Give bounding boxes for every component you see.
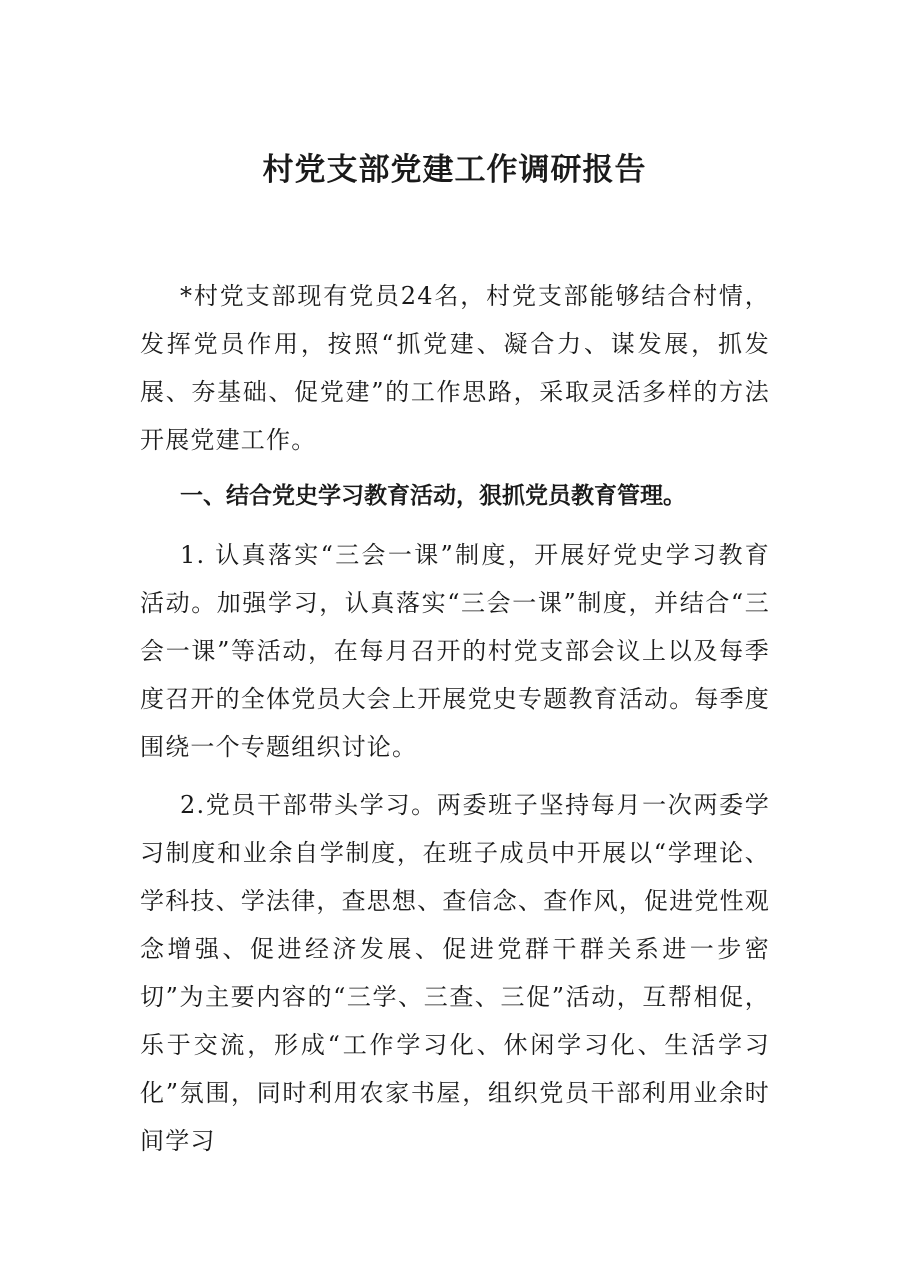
paragraph-item-2: 2.党员干部带头学习。两委班子坚持每月一次两委学习制度和业余自学制度，在班子成员中开展以“学理论、学科技、学法律，查思想、查信念、查作风，促进党性观念增强、促进经济发展、促进党群干群关系进一步密切”为主要内容的“三学、三查、三促”活动，互帮相促，乐于交流，形成“工作学习化、休闲学习化、生活学习化”氛围，同时利用农家书屋，组织党员干部利用业余时间学习	[140, 791, 770, 1155]
intro-paragraph: *村党支部现有党员24名，村党支部能够结合村情，发挥党员作用，按照“抓党建、凝合力、谋发展，抓发展、夯基础、促党建”的工作思路，采取灵活多样的方法开展党建工作。	[140, 282, 770, 454]
paragraph-item-1: 1. 认真落实“三会一课”制度，开展好党史学习教育活动。加强学习，认真落实“三会一课”制度，并结合“三会一课”等活动，在每月召开的村党支部会议上以及每季度召开的全体党员大会上开展党史专题教育活动。每季度围绕一个专题组织讨论。	[140, 541, 770, 761]
section-heading: 一、结合党史学习教育活动，狠抓党员教育管理。	[180, 483, 686, 509]
document-title: 村党支部党建工作调研报告	[262, 152, 647, 188]
